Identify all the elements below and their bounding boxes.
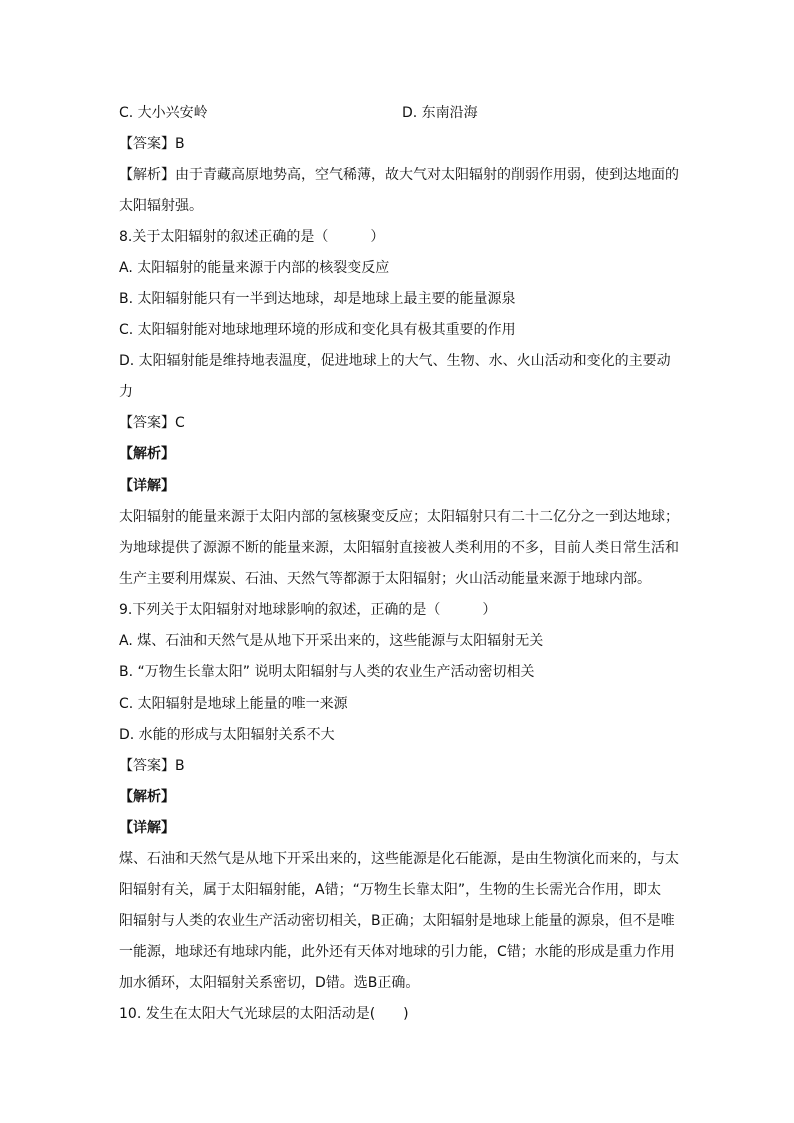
q9-detail-line-1: 煤、石油和天然气是从地下开采出来的，这些能源是化石能源，是由生物演化而来的，与太 <box>119 851 679 867</box>
q8-answer: 【答案】C <box>119 415 185 431</box>
q8-detail-line-3: 生产主要利用煤炭、石油、天然气等都源于太阳辐射；火山活动能量来源于地球内部。 <box>119 571 651 587</box>
q9-detail-label: 【详解】 <box>119 820 175 836</box>
q9-option-d: D. 水能的形成与太阳辐射关系不大 <box>119 727 335 743</box>
q8-option-d-line-2: 力 <box>119 384 133 400</box>
q9-detail-line-5: 加水循环，太阳辐射关系密切，D错。选B正确。 <box>119 975 420 991</box>
q7-analysis-line-1: 【解析】由于青藏高原地势高，空气稀薄，故大气对太阳辐射的削弱作用弱，使到达地面的 <box>119 167 679 183</box>
q7-option-c: C. 大小兴安岭 <box>119 105 208 121</box>
q9-answer: 【答案】B <box>119 758 185 774</box>
q9-detail-line-4: 一能源，地球还有地球内能，此外还有天体对地球的引力能，C错；水能的形成是重力作用 <box>119 944 675 960</box>
q7-options-cd <box>119 103 679 123</box>
q8-detail-line-2: 为地球提供了源源不断的能量来源，太阳辐射直接被人类利用的不多，目前人类日常生活和 <box>119 540 679 556</box>
q9-analysis-label: 【解析】 <box>119 789 175 805</box>
q7-analysis-line-2: 太阳辐射强。 <box>119 198 203 214</box>
q8-analysis-label: 【解析】 <box>119 446 175 462</box>
q9-stem: 9.下列关于太阳辐射对地球影响的叙述，正确的是（ ） <box>119 602 497 618</box>
q8-option-b: B. 太阳辐射能只有一半到达地球，却是地球上最主要的能量源泉 <box>119 291 516 307</box>
q8-option-a: A. 太阳辐射的能量来源于内部的核裂变反应 <box>119 260 390 276</box>
q10-stem: 10. 发生在太阳大气光球层的太阳活动是( ) <box>119 1006 409 1022</box>
q8-detail-line-1: 太阳辐射的能量来源于太阳内部的氢核聚变反应；太阳辐射只有二十二亿分之一到达地球； <box>119 509 679 525</box>
q7-answer: 【答案】B <box>119 136 185 152</box>
q8-stem: 8.关于太阳辐射的叙述正确的是（ ） <box>119 229 385 245</box>
q9-detail-line-3: 阳辐射与人类的农业生产活动密切相关，B正确；太阳辐射是地球上能量的源泉，但不是唯 <box>119 913 675 929</box>
q9-option-c: C. 太阳辐射是地球上能量的唯一来源 <box>119 696 348 712</box>
q8-option-c: C. 太阳辐射能对地球地理环境的形成和变化具有极其重要的作用 <box>119 322 516 338</box>
q9-option-a: A. 煤、石油和天然气是从地下开采出来的，这些能源与太阳辐射无关 <box>119 633 544 649</box>
q8-detail-label: 【详解】 <box>119 478 175 494</box>
q9-detail-line-2: 阳辐射有关，属于太阳辐射能，A错；“万物生长靠太阳”，生物的生长需光合作用，即太 <box>119 882 662 898</box>
q7-option-d: D. 东南沿海 <box>402 105 478 121</box>
q9-option-b: B. “万物生长靠太阳” 说明太阳辐射与人类的农业生产活动密切相关 <box>119 664 535 680</box>
q8-option-d-line-1: D. 太阳辐射能是维持地表温度，促进地球上的大气、生物、水、火山活动和变化的主要动 <box>119 353 671 369</box>
